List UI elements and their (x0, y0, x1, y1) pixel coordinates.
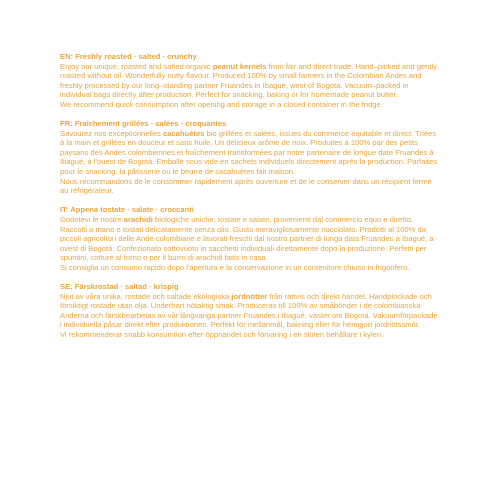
body-text: Enjoy our unique, roasted and salted organic (60, 61, 213, 71)
section-heading: FR: Fraîchement grillées · salées · croquantes (60, 119, 227, 129)
section-body (60, 62, 440, 100)
section-body (60, 129, 440, 177)
section-body (60, 215, 440, 263)
section-it (60, 205, 440, 272)
storage-note: Si consiglia un consumo rapido dopo l'apertura e la conservazione in un contenitore chiuso in frigorifero. (60, 262, 410, 272)
product-name: arachidi (123, 214, 153, 224)
product-description (60, 52, 440, 349)
section-body (60, 292, 440, 330)
body-text: Godetevi le nostre (60, 214, 124, 224)
product-name: peanut kernels (212, 61, 267, 71)
section-heading: EN: Freshly roasted · salted · crunchy (60, 52, 197, 61)
product-name: jordnötter (231, 291, 268, 301)
body-text: Njut av våra unika, rostade och saltade ekologiska (60, 291, 232, 301)
body-text: from fair and direct trade. Hand–picked and gently roasted without oil. Wonderfully nutty flavour. Produced 100% by small farmers in the Colombian Andes and freshly processed by our long–standing partner Fruandes in Ibagué, west of Bogotá. Vacuum–packed in individual bags directly after production. Perfect for snacking, baking or for homemade peanut butter. (60, 61, 437, 100)
body-text: Savourez nos exceptionnelles (60, 128, 164, 138)
body-text: biologiche uniche, tostate e salate, provenienti dal commercio equo e diretto. Raccolti a mano e tostati delicatamente senza olio. Gusto meravigliosamente nocciolato. Prodotti al 100% da piccoli agricoltori delle Ande colombiane e lavorati freschi dal nostro partner di lunga data Fruandes a Ibagué, a ovest di Bogotá. Confezionato sottovuoto in sacchetti individuali direttamente dopo la produzione. Perfetti per spuntini, cotture al forno o per il burro di arachidi fatto in casa. (60, 214, 434, 263)
section-heading: SE: Färskrostad · saltad · krispig (60, 281, 179, 291)
body-text: bio grillées et salées, issues du commerce équitable et direct. Triées à la main et grillées en douceur et sans huile. Un délicieux arôme de noix. Produites à 100% par des petits paysans des Andes colombiennes et fraîchement transformées par notre partenaire de longue date Fruandes à Ibagué, à l'ouest de Bogotá. Emballé sous vide en sachets individuels directement après la production. Parfaites pour le snacking, la pâtisserie ou le beurre de cacahuètes fait maison. (60, 128, 438, 177)
section-se (60, 282, 440, 340)
section-en (60, 52, 440, 110)
storage-note: Vi rekommenderar snabb konsumtion efter öppnandet och förvaring i en sluten behållare i kylen. (60, 329, 384, 339)
section-fr (60, 119, 440, 196)
section-heading: IT: Appena tostate · salate · croccanti (60, 205, 194, 215)
body-text: från rättvis och direkt handel. Handplockade och försiktigt rostade utan olja. Underbart nötaktig smak. Produceras till 100% av småbönder i de colombianska Anderna och färskbearbetas av vår långvariga partner Fruandes i Ibagué, väster om Bogotá. Vakuumförpackade i individuella påsar direkt efter produktionen. Perfekt för mellanmål, bakning eller för hemgjort jordnötssmör. (60, 291, 438, 330)
storage-note: We recommend quick consumption after opening and storage in a closed container in the fridge. (60, 99, 383, 109)
product-name: cacahuètes (163, 128, 205, 138)
storage-note: Nous recommandons de le consommer rapidement après ouverture et de le conserver dans un récipient fermé au réfrigérateur. (60, 176, 432, 196)
